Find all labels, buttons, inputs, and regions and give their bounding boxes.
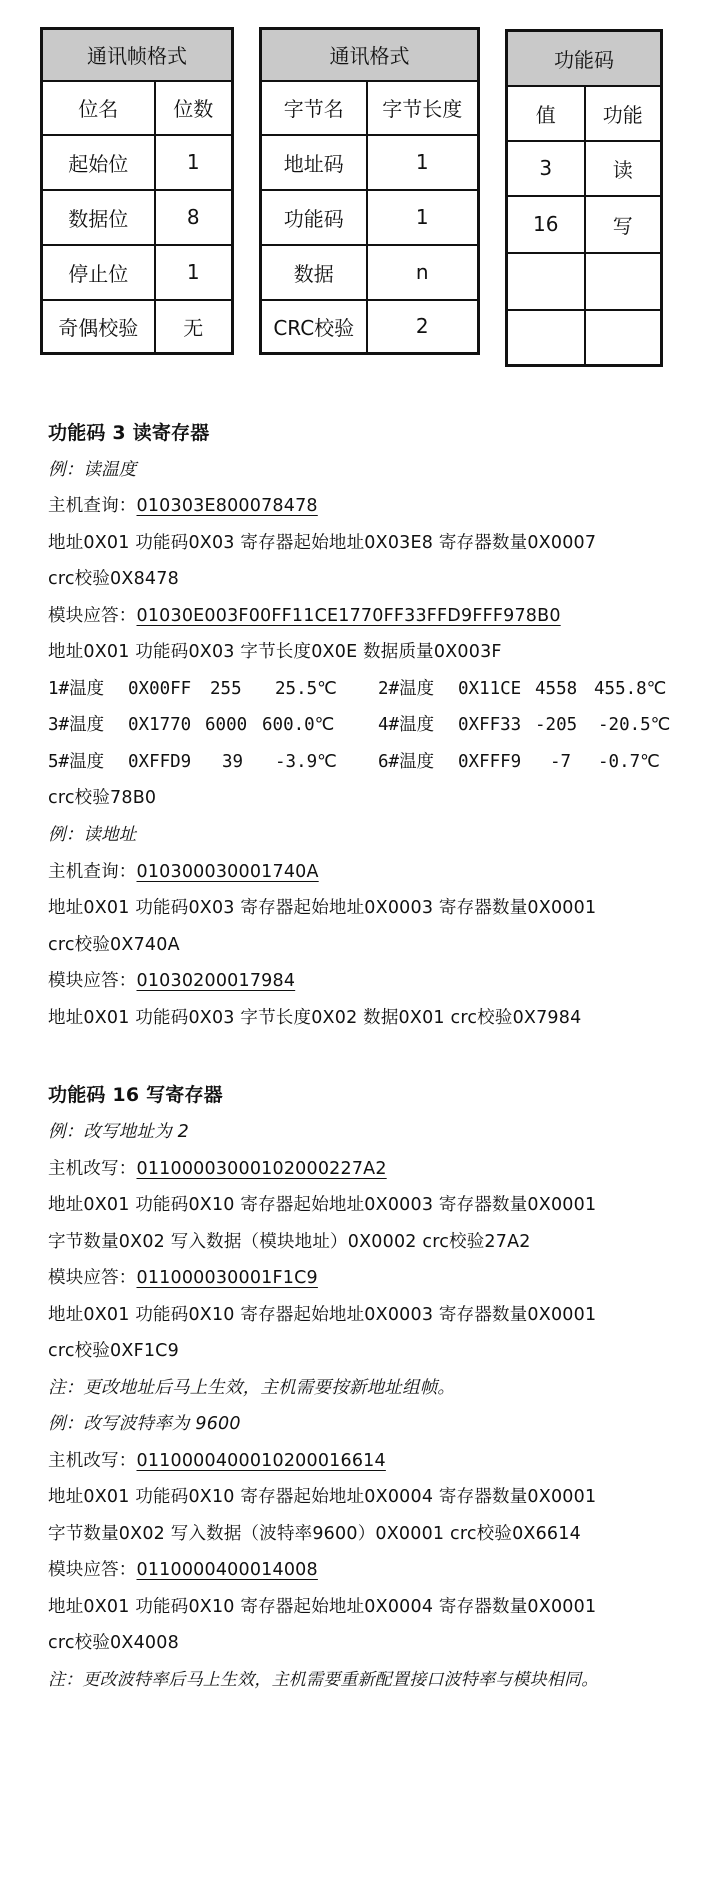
temp-value: 600.0℃ — [262, 715, 335, 735]
query-frame: 010300030001740A — [136, 862, 319, 882]
reply-frame: 0110000400014008 — [136, 1560, 318, 1580]
table-cell — [507, 253, 585, 310]
query-label: 主机查询： — [48, 496, 137, 516]
table-cell — [585, 310, 662, 366]
table-cell: 数据 — [261, 245, 367, 300]
desc-line: 地址0X01 功能码0X10 寄存器起始地址0X0003 寄存器数量0X0001 — [48, 1195, 597, 1215]
query-label: 主机查询： — [48, 862, 137, 882]
command-line — [48, 1450, 386, 1472]
frame-format-table — [40, 27, 234, 355]
reply-frame: 01030E003F00FF11CE1770FF33FFD9FFF978B0 — [136, 606, 561, 626]
table-cell: 16 — [507, 196, 585, 253]
desc-line: 地址0X01 功能码0X03 字节长度0X0E 数据质量0X003F — [48, 642, 502, 662]
table-cell: 1 — [155, 135, 233, 190]
temp-dec: 4558 — [535, 679, 578, 699]
table-cell: 停止位 — [42, 245, 155, 300]
temp-label: 6#温度 — [378, 752, 435, 772]
table-header: 位数 — [155, 81, 233, 135]
query-frame: 010303E800078478 — [136, 496, 318, 516]
table-cell: n — [367, 245, 479, 300]
crc-line: crc校验0X4008 — [48, 1633, 179, 1653]
desc-line: 地址0X01 功能码0X03 寄存器起始地址0X03E8 寄存器数量0X0007 — [48, 533, 597, 553]
table-cell: 读 — [585, 141, 662, 196]
table-title: 通讯帧格式 — [42, 29, 233, 81]
temp-dec: 255 — [210, 679, 242, 699]
crc-line: crc校验0XF1C9 — [48, 1341, 179, 1361]
note-line: 注：更改地址后马上生效，主机需要按新地址组帧。 — [48, 1378, 456, 1398]
table-cell: 起始位 — [42, 135, 155, 190]
example-title: 例：读地址 — [48, 825, 137, 845]
reply-line — [48, 1267, 318, 1289]
temp-hex: 0X1770 — [128, 715, 192, 735]
desc-line: 地址0X01 功能码0X10 寄存器起始地址0X0003 寄存器数量0X0001 — [48, 1305, 597, 1325]
table-cell — [507, 310, 585, 366]
reply-label: 模块应答： — [48, 1268, 137, 1288]
temp-value: 25.5℃ — [275, 679, 337, 699]
temp-label: 4#温度 — [378, 715, 435, 735]
temp-hex: 0X11CE — [458, 679, 522, 699]
temp-label: 5#温度 — [48, 752, 105, 772]
table-cell: 奇偶校验 — [42, 300, 155, 354]
table-cell: 功能码 — [261, 190, 367, 245]
temp-hex: 0XFFD9 — [128, 752, 192, 772]
temp-value: -3.9℃ — [275, 752, 337, 772]
temp-hex: 0X00FF — [128, 679, 192, 699]
example-title: 例：改写波特率为 9600 — [48, 1414, 241, 1434]
desc-line: 字节数量0X02 写入数据（模块地址）0X0002 crc校验27A2 — [48, 1232, 531, 1252]
note-line: 注：更改波特率后马上生效，主机需要重新配置接口波特率与模块相同。 — [48, 1670, 599, 1690]
comm-format-table — [259, 27, 480, 355]
table-cell: 地址码 — [261, 135, 367, 190]
table-title: 功能码 — [507, 31, 662, 86]
function-code-table — [505, 29, 663, 367]
table-header: 字节名 — [261, 81, 367, 135]
desc-line: 地址0X01 功能码0X10 寄存器起始地址0X0004 寄存器数量0X0001 — [48, 1487, 597, 1507]
desc-line: 字节数量0X02 写入数据（波特率9600）0X0001 crc校验0X6614 — [48, 1524, 581, 1544]
reply-frame: 01030200017984 — [136, 971, 296, 991]
query-line — [48, 495, 318, 517]
command-label: 主机改写： — [48, 1159, 137, 1179]
table-cell: 写 — [585, 196, 662, 253]
temp-dec: -205 — [535, 715, 578, 735]
section-heading: 功能码 3 读寄存器 — [48, 422, 210, 444]
query-line — [48, 861, 319, 883]
reply-line — [48, 605, 561, 627]
reply-line — [48, 1559, 318, 1581]
reply-frame: 011000030001F1C9 — [136, 1268, 318, 1288]
table-title: 通讯格式 — [261, 29, 479, 81]
temp-label: 1#温度 — [48, 679, 105, 699]
crc-line: crc校验78B0 — [48, 788, 157, 808]
desc-line: 地址0X01 功能码0X03 寄存器起始地址0X0003 寄存器数量0X0001 — [48, 898, 597, 918]
temp-hex: 0XFF33 — [458, 715, 522, 735]
table-cell: 8 — [155, 190, 233, 245]
table-header: 位名 — [42, 81, 155, 135]
section-heading: 功能码 16 写寄存器 — [48, 1084, 223, 1106]
table-cell — [585, 253, 662, 310]
example-title: 例：读温度 — [48, 460, 137, 480]
table-cell: 3 — [507, 141, 585, 196]
temp-hex: 0XFFF9 — [458, 752, 522, 772]
table-header: 字节长度 — [367, 81, 479, 135]
table-cell: 2 — [367, 300, 479, 354]
temp-value: -0.7℃ — [598, 752, 660, 772]
temp-dec: 6000 — [205, 715, 248, 735]
crc-line: crc校验0X8478 — [48, 569, 179, 589]
temp-value: -20.5℃ — [598, 715, 671, 735]
table-cell: 1 — [367, 135, 479, 190]
temp-label: 2#温度 — [378, 679, 435, 699]
example-title: 例：改写地址为 2 — [48, 1122, 189, 1142]
table-cell: 无 — [155, 300, 233, 354]
table-header: 功能 — [585, 86, 662, 141]
command-frame: 01100003000102000227A2 — [136, 1159, 387, 1179]
crc-line: crc校验0X740A — [48, 935, 180, 955]
table-cell: CRC校验 — [261, 300, 367, 354]
temp-value: 455.8℃ — [594, 679, 667, 699]
table-cell: 1 — [367, 190, 479, 245]
table-header: 值 — [507, 86, 585, 141]
reply-label: 模块应答： — [48, 1560, 137, 1580]
table-cell: 数据位 — [42, 190, 155, 245]
reply-label: 模块应答： — [48, 606, 137, 626]
desc-line: 地址0X01 功能码0X03 字节长度0X02 数据0X01 crc校验0X7984 — [48, 1008, 582, 1028]
reply-line — [48, 970, 295, 992]
command-frame: 0110000400010200016614 — [136, 1451, 386, 1471]
command-label: 主机改写： — [48, 1451, 137, 1471]
desc-line: 地址0X01 功能码0X10 寄存器起始地址0X0004 寄存器数量0X0001 — [48, 1597, 597, 1617]
temp-label: 3#温度 — [48, 715, 105, 735]
command-line — [48, 1158, 387, 1180]
temp-dec: 39 — [222, 752, 244, 772]
table-cell: 1 — [155, 245, 233, 300]
temp-dec: -7 — [550, 752, 572, 772]
reply-label: 模块应答： — [48, 971, 137, 991]
